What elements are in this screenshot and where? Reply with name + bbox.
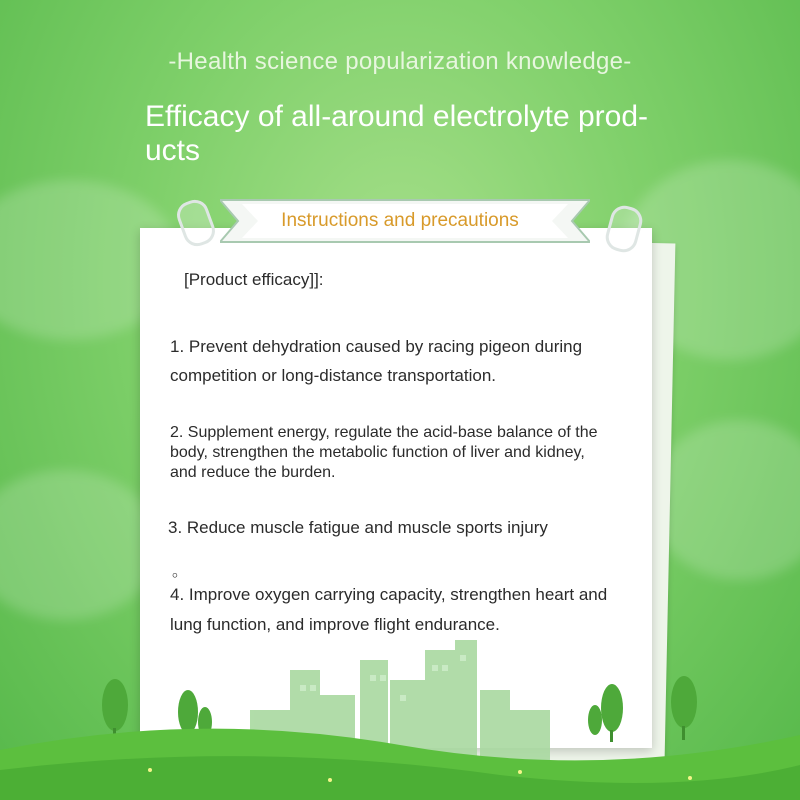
- efficacy-point-3-end: 。: [172, 563, 189, 580]
- efficacy-point-2: 2. Supplement energy, regulate the acid-base balance of the body, strengthen the metabolic function of liver and kidney, and reduce the burden.: [170, 424, 598, 481]
- city-landscape: [0, 600, 800, 800]
- page-title: Efficacy of all-around electrolyte prod-ucts: [145, 100, 649, 167]
- background-cloud: [650, 420, 800, 580]
- page-subtitle: -Health science popularization knowledge-: [168, 48, 632, 75]
- efficacy-heading: [Product efficacy]]:: [184, 270, 324, 289]
- efficacy-point-4: 4. Improve oxygen carrying capacity, strengthen heart and lung function, and improve flight endurance.: [170, 585, 608, 634]
- efficacy-point-3: 3. Reduce muscle fatigue and muscle sports injury: [168, 518, 548, 537]
- background-cloud: [0, 470, 160, 620]
- ribbon-label: Instructions and precautions: [281, 210, 519, 231]
- efficacy-point-1: 1. Prevent dehydration caused by racing pigeon during competition or long-distance transportation.: [170, 337, 583, 385]
